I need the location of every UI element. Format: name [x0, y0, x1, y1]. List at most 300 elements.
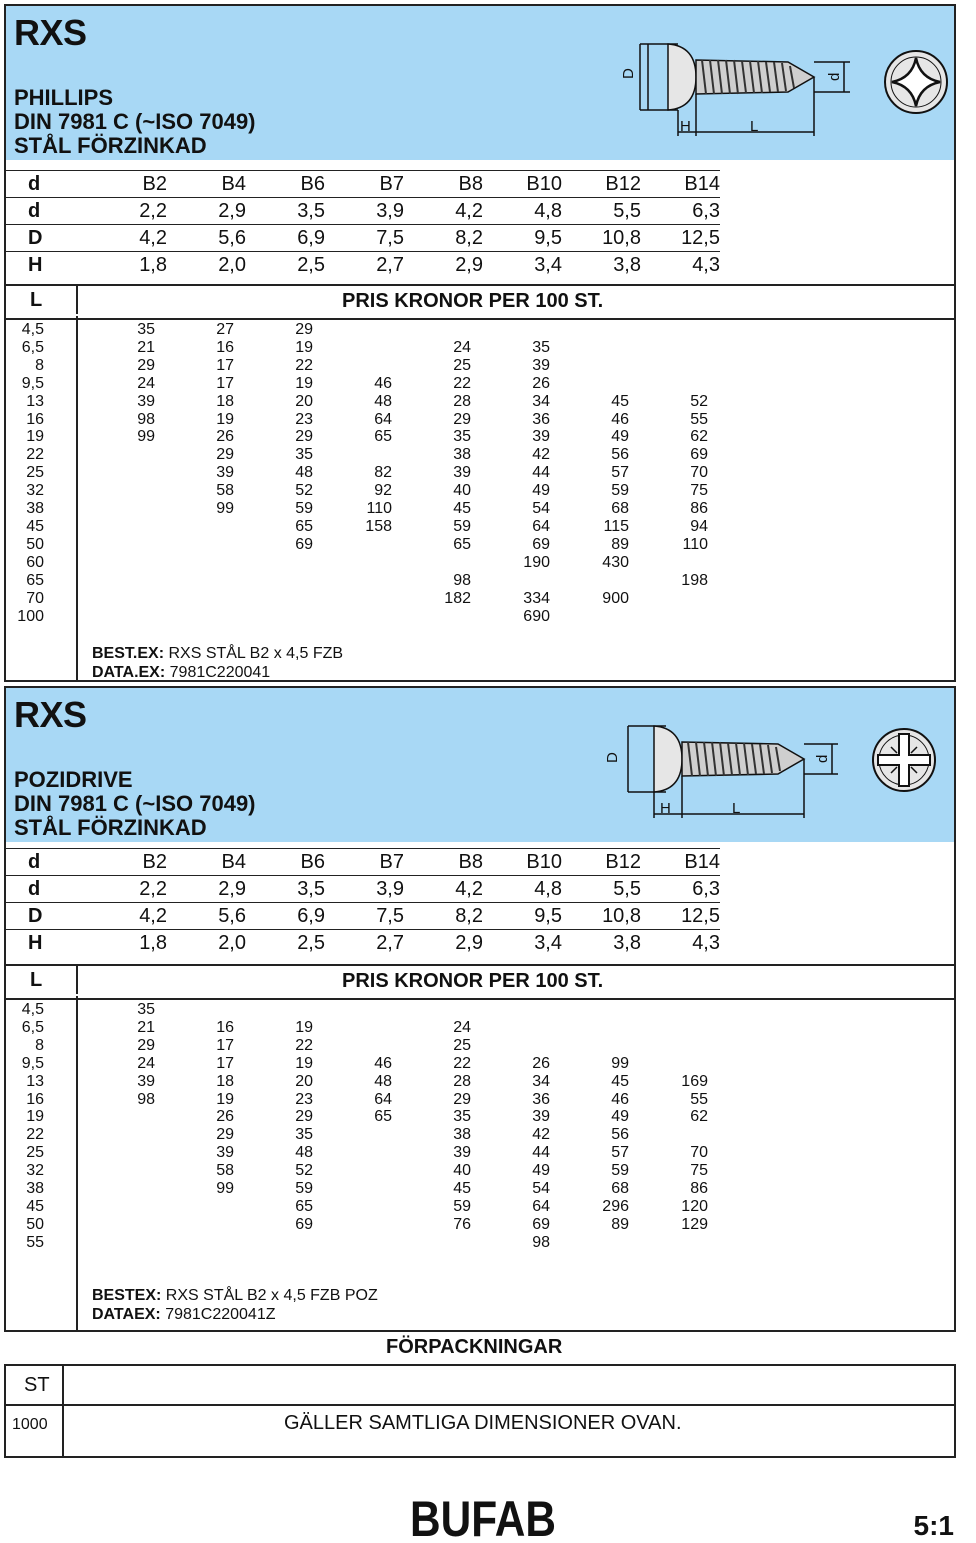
price-cell: 29: [453, 1090, 471, 1108]
length-cell: 19: [26, 1108, 44, 1126]
price-cell: 64: [374, 1090, 392, 1108]
price-cell: 62: [690, 428, 708, 446]
price-cell: 54: [532, 500, 550, 518]
price-row: [6, 1234, 954, 1252]
price-cell: 48: [295, 1144, 313, 1162]
price-cell: 120: [681, 1197, 708, 1215]
price-cell: 45: [611, 1072, 629, 1090]
price-cell: [155, 1001, 234, 1019]
price-cell: 17: [216, 374, 234, 392]
price-cell: [313, 321, 392, 339]
price-cell: [313, 446, 392, 464]
price-cell: 25: [453, 1036, 471, 1054]
price-cell: 35: [295, 446, 313, 464]
dim-label-d: d: [826, 72, 843, 81]
price-cell: 16: [216, 1018, 234, 1036]
length-cell: 13: [26, 1072, 44, 1090]
price-cell: 99: [216, 500, 234, 518]
price-cell: [155, 608, 234, 626]
spec-row: D 4,2 5,6 6,9 7,5 8,2 9,5 10,8 12,5: [6, 903, 976, 930]
price-cell: 24: [137, 1054, 155, 1072]
price-cell: [629, 1126, 708, 1144]
price-cell: [392, 554, 471, 572]
pozidrive-head-icon: [864, 720, 944, 800]
price-cell: 99: [216, 1180, 234, 1198]
price-cell: 169: [681, 1072, 708, 1090]
price-row: [6, 1055, 954, 1073]
price-cell: [550, 375, 629, 393]
price-row: [6, 1019, 954, 1037]
price-cell: 22: [453, 374, 471, 392]
price-cell: 36: [532, 1090, 550, 1108]
price-cell: [313, 357, 392, 375]
price-cell: 98: [137, 1090, 155, 1108]
price-cell: 35: [137, 1001, 155, 1018]
length-cell: 45: [26, 1197, 44, 1215]
price-cell: [392, 1234, 471, 1252]
price-cell: 39: [216, 464, 234, 482]
subtitle-line: DIN 7981 C (~ISO 7049): [14, 791, 256, 816]
price-cell: 24: [137, 374, 155, 392]
price-cell: 430: [602, 553, 629, 571]
price-cell: 59: [295, 1180, 313, 1198]
price-cell: 20: [295, 1072, 313, 1090]
price-cell: 45: [611, 392, 629, 410]
price-cell: 22: [453, 1054, 471, 1072]
price-cell: [76, 482, 155, 500]
length-cell: 70: [26, 589, 44, 607]
price-row: [6, 446, 954, 464]
price-cell: 89: [611, 535, 629, 553]
price-cell: 69: [295, 535, 313, 553]
dim-label-D: D: [604, 752, 621, 763]
price-cell: [76, 1162, 155, 1180]
price-cell: 46: [374, 1054, 392, 1072]
price-cell: [629, 339, 708, 357]
length-cell: 8: [35, 356, 44, 374]
price-cell: 198: [681, 571, 708, 589]
price-cell: 70: [690, 1144, 708, 1162]
price-row: [6, 1037, 954, 1055]
price-cell: 69: [532, 1215, 550, 1233]
price-cell: [155, 1234, 234, 1252]
price-row: [6, 321, 954, 339]
price-cell: 82: [374, 464, 392, 482]
price-row: [6, 1001, 954, 1019]
price-cell: [550, 357, 629, 375]
price-cell: [313, 1019, 392, 1037]
price-cell: 39: [137, 1072, 155, 1090]
price-cell: 34: [532, 392, 550, 410]
packaging-table: [4, 1364, 956, 1458]
spec-row: d B2 B4 B6 B7 B8 B10 B12 B14: [6, 171, 976, 198]
price-cell: 86: [690, 500, 708, 518]
length-cell: 9,5: [21, 374, 44, 392]
packaging-quantity: 1000: [12, 1416, 48, 1433]
price-cell: 29: [137, 356, 155, 374]
dim-label-d: d: [814, 754, 831, 763]
price-cell: 23: [295, 410, 313, 428]
price-cell: 22: [295, 356, 313, 374]
length-cell: 45: [26, 517, 44, 535]
length-cell: 55: [26, 1233, 44, 1251]
price-row: [6, 375, 954, 393]
price-cell: [392, 608, 471, 626]
spec-row: d 2,2 2,9 3,5 3,9 4,2 4,8 5,5 6,3: [6, 198, 976, 225]
price-row: [6, 1073, 954, 1091]
price-cell: 39: [453, 464, 471, 482]
length-cell: 32: [26, 1162, 44, 1180]
price-cell: 55: [690, 1090, 708, 1108]
length-cell: 22: [26, 446, 44, 464]
price-row: [6, 1216, 954, 1234]
length-cell: 25: [26, 464, 44, 482]
order-example: BESTEX: RXS STÅL B2 x 4,5 FZB POZ DATAEX: 7981C220041Z: [92, 1287, 378, 1323]
price-cell: [76, 446, 155, 464]
price-cell: [234, 1001, 313, 1019]
price-cell: [155, 572, 234, 590]
price-cell: 34: [532, 1072, 550, 1090]
price-cell: 49: [611, 428, 629, 446]
subtitle-line: PHILLIPS: [14, 85, 114, 110]
price-cell: 64: [374, 410, 392, 428]
price-cell: 98: [453, 571, 471, 589]
price-cell: 40: [453, 482, 471, 500]
price-cell: 42: [532, 446, 550, 464]
dim-label-L: L: [750, 118, 759, 135]
price-cell: 26: [532, 1054, 550, 1072]
price-cell: 19: [216, 410, 234, 428]
price-cell: [76, 1198, 155, 1216]
price-cell: 26: [216, 1108, 234, 1126]
length-cell: 100: [17, 607, 44, 625]
price-cell: 57: [611, 464, 629, 482]
price-cell: [313, 572, 392, 590]
phillips-head-icon: [876, 42, 956, 122]
price-row: [6, 339, 954, 357]
price-cell: 110: [682, 535, 708, 553]
price-cell: [313, 1234, 392, 1252]
price-cell: [313, 1198, 392, 1216]
spec-row: D 4,2 5,6 6,9 7,5 8,2 9,5 10,8 12,5: [6, 225, 976, 252]
price-row: [6, 428, 954, 446]
price-cell: [155, 1198, 234, 1216]
length-cell: 50: [26, 535, 44, 553]
price-cell: 39: [216, 1144, 234, 1162]
price-row: [6, 393, 954, 411]
price-table: [6, 321, 954, 625]
price-cell: 690: [523, 607, 550, 625]
price-cell: 17: [216, 1054, 234, 1072]
price-cell: 46: [611, 410, 629, 428]
price-cell: 29: [295, 428, 313, 446]
price-cell: [471, 321, 550, 339]
spec-row: H 1,8 2,0 2,5 2,7 2,9 3,4 3,8 4,3: [6, 252, 976, 279]
price-cell: 54: [532, 1180, 550, 1198]
price-cell: [313, 339, 392, 357]
price-cell: 56: [611, 446, 629, 464]
price-row: [6, 1180, 954, 1198]
price-cell: 29: [295, 321, 313, 338]
brand-title: RXS: [14, 12, 87, 53]
length-cell: 16: [26, 410, 44, 428]
price-cell: 45: [453, 500, 471, 518]
price-cell: 26: [532, 374, 550, 392]
price-cell: [550, 339, 629, 357]
price-cell: 28: [453, 1072, 471, 1090]
price-cell: 24: [453, 1018, 471, 1036]
price-cell: [629, 1001, 708, 1019]
price-cell: [550, 1001, 629, 1019]
price-cell: 48: [374, 1072, 392, 1090]
length-cell: 9,5: [21, 1054, 44, 1072]
price-cell: 86: [690, 1180, 708, 1198]
price-cell: [155, 554, 234, 572]
section-header: [6, 688, 954, 842]
price-cell: [76, 1108, 155, 1126]
price-cell: 21: [137, 1018, 155, 1036]
price-cell: 110: [366, 500, 392, 518]
price-cell: 45: [453, 1180, 471, 1198]
price-cell: [471, 1001, 550, 1019]
price-cell: 19: [216, 1090, 234, 1108]
price-cell: 48: [295, 464, 313, 482]
price-cell: 68: [611, 500, 629, 518]
length-cell: 60: [26, 553, 44, 571]
price-cell: 16: [216, 338, 234, 356]
price-cell: [313, 1126, 392, 1144]
price-cell: 158: [365, 517, 392, 535]
price-cell: [76, 464, 155, 482]
price-cell: [234, 554, 313, 572]
length-cell: 38: [26, 500, 44, 518]
price-cell: 40: [453, 1162, 471, 1180]
price-cell: 38: [453, 1126, 471, 1144]
price-cell: 29: [295, 1108, 313, 1126]
price-cell: [550, 608, 629, 626]
price-cell: [629, 1037, 708, 1055]
price-cell: 69: [532, 535, 550, 553]
price-cell: 35: [453, 1108, 471, 1126]
price-row: [6, 572, 954, 590]
price-cell: [550, 1234, 629, 1252]
price-cell: 76: [453, 1215, 471, 1233]
price-cell: [234, 1234, 313, 1252]
price-cell: 19: [295, 1018, 313, 1036]
price-cell: 29: [216, 446, 234, 464]
price-cell: 24: [453, 338, 471, 356]
price-cell: [629, 375, 708, 393]
price-cell: 62: [690, 1108, 708, 1126]
price-cell: 92: [374, 482, 392, 500]
price-row: [6, 590, 954, 608]
price-cell: 20: [295, 392, 313, 410]
price-row: [6, 518, 954, 536]
price-cell: 21: [137, 338, 155, 356]
length-cell: 4,5: [21, 321, 44, 338]
screw-drawing: [606, 716, 856, 826]
price-cell: 39: [532, 1108, 550, 1126]
price-cell: [76, 1234, 155, 1252]
length-cell: 38: [26, 1180, 44, 1198]
price-cell: 19: [295, 374, 313, 392]
price-cell: 59: [295, 500, 313, 518]
svg-text:BUFAB: BUFAB: [410, 1491, 556, 1543]
brand-title: RXS: [14, 694, 87, 735]
packaging-note: GÄLLER SAMTLIGA DIMENSIONER OVAN.: [284, 1412, 682, 1434]
price-cell: [76, 554, 155, 572]
price-cell: 35: [453, 428, 471, 446]
price-row: [6, 1126, 954, 1144]
price-cell: [76, 500, 155, 518]
price-cell: [313, 1001, 392, 1019]
subtitle-line: POZIDRIVE: [14, 767, 133, 792]
subtitle-line: STÅL FÖRZINKAD: [14, 133, 207, 158]
price-cell: 36: [532, 410, 550, 428]
length-cell: 6,5: [21, 338, 44, 356]
price-cell: 44: [532, 1144, 550, 1162]
price-cell: [76, 1180, 155, 1198]
price-row: [6, 1162, 954, 1180]
price-cell: [76, 572, 155, 590]
length-cell: 22: [26, 1126, 44, 1144]
length-cell: 50: [26, 1215, 44, 1233]
order-example: BEST.EX: RXS STÅL B2 x 4,5 FZB DATA.EX: 7981C220041: [92, 645, 344, 681]
dim-label-H: H: [660, 800, 671, 817]
price-cell: 44: [532, 464, 550, 482]
price-cell: 18: [216, 392, 234, 410]
price-cell: 52: [295, 1162, 313, 1180]
length-label: L: [30, 969, 43, 991]
price-cell: 46: [611, 1090, 629, 1108]
price-row: [6, 482, 954, 500]
price-cell: 49: [532, 1162, 550, 1180]
length-cell: 6,5: [21, 1018, 44, 1036]
price-cell: 182: [444, 589, 471, 607]
price-cell: 65: [295, 1197, 313, 1215]
price-cell: [76, 1144, 155, 1162]
price-cell: 65: [453, 535, 471, 553]
spec-row: d B2 B4 B6 B7 B8 B10 B12 B14: [6, 849, 976, 876]
price-cell: [471, 1019, 550, 1037]
price-cell: 65: [295, 517, 313, 535]
price-cell: 58: [216, 1162, 234, 1180]
price-cell: [76, 536, 155, 554]
price-cell: 58: [216, 482, 234, 500]
price-row: [6, 411, 954, 429]
length-cell: 65: [26, 571, 44, 589]
price-cell: [629, 1055, 708, 1073]
price-cell: [313, 1037, 392, 1055]
price-cell: 25: [453, 356, 471, 374]
price-cell: 18: [216, 1072, 234, 1090]
length-cell: 19: [26, 428, 44, 446]
price-cell: 65: [374, 428, 392, 446]
price-cell: [313, 554, 392, 572]
price-cell: [471, 572, 550, 590]
price-cell: 334: [523, 589, 550, 607]
price-cell: 190: [523, 553, 550, 571]
price-cell: [76, 518, 155, 536]
price-cell: [550, 1037, 629, 1055]
price-cell: 42: [532, 1126, 550, 1144]
price-cell: [471, 1037, 550, 1055]
price-cell: 900: [602, 589, 629, 607]
price-cell: 52: [295, 482, 313, 500]
price-cell: [392, 1001, 471, 1019]
spec-table: [6, 848, 976, 956]
screw-drawing: [618, 32, 868, 142]
price-cell: 28: [453, 392, 471, 410]
price-cell: [313, 608, 392, 626]
price-cell: 39: [532, 356, 550, 374]
dim-label-D: D: [620, 68, 637, 79]
packaging-header: ST: [24, 1374, 50, 1396]
price-cell: 70: [690, 464, 708, 482]
price-row: [6, 357, 954, 375]
length-label: L: [30, 289, 43, 311]
price-row: [6, 1091, 954, 1109]
price-cell: 115: [603, 517, 629, 535]
price-table: [6, 1001, 954, 1252]
price-cell: 23: [295, 1090, 313, 1108]
price-cell: 35: [295, 1126, 313, 1144]
spec-row: H 1,8 2,0 2,5 2,7 2,9 3,4 3,8 4,3: [6, 930, 976, 957]
price-cell: 22: [295, 1036, 313, 1054]
price-cell: 65: [374, 1108, 392, 1126]
price-cell: 48: [374, 392, 392, 410]
price-cell: [313, 1180, 392, 1198]
price-cell: [629, 554, 708, 572]
price-cell: 35: [532, 338, 550, 356]
product-section-pozidrive: [4, 686, 956, 1332]
price-cell: [629, 357, 708, 375]
price-row: [6, 536, 954, 554]
price-cell: [234, 590, 313, 608]
price-cell: [313, 1162, 392, 1180]
price-cell: [76, 590, 155, 608]
price-cell: [313, 1216, 392, 1234]
price-cell: 89: [611, 1215, 629, 1233]
price-cell: 68: [611, 1180, 629, 1198]
price-row: [6, 1198, 954, 1216]
price-cell: 17: [216, 356, 234, 374]
packaging-title: FÖRPACKNINGAR: [386, 1336, 563, 1358]
price-cell: 59: [453, 1197, 471, 1215]
price-row: [6, 464, 954, 482]
price-cell: [155, 536, 234, 554]
price-cell: 59: [611, 482, 629, 500]
price-cell: 59: [453, 517, 471, 535]
price-cell: 35: [137, 321, 155, 338]
price-cell: 57: [611, 1144, 629, 1162]
price-cell: 39: [137, 392, 155, 410]
price-cell: [313, 1144, 392, 1162]
price-cell: 39: [453, 1144, 471, 1162]
price-row: [6, 554, 954, 572]
price-cell: [76, 1216, 155, 1234]
price-header-text: PRIS KRONOR PER 100 ST.: [342, 290, 604, 312]
price-cell: 46: [374, 374, 392, 392]
section-header: [6, 6, 954, 160]
spec-row: d 2,2 2,9 3,5 3,9 4,2 4,8 5,5 6,3: [6, 876, 976, 903]
price-cell: 64: [532, 517, 550, 535]
price-cell: 296: [602, 1197, 629, 1215]
price-cell: [234, 572, 313, 590]
price-cell: [629, 1234, 708, 1252]
price-cell: 99: [137, 428, 155, 446]
price-cell: 98: [137, 410, 155, 428]
